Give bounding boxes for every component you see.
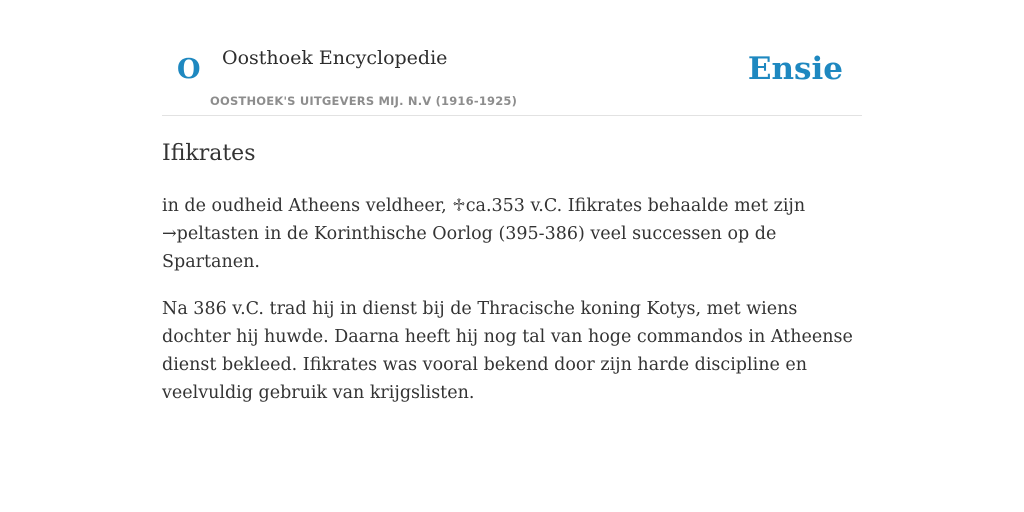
paragraph-1-text-end: in de Korinthische Oorlog (395-386) veel successen op de Spartanen. <box>162 224 777 272</box>
site-title-link[interactable]: Oosthoek Encyclopedie <box>222 47 448 69</box>
site-header <box>162 0 862 116</box>
brand-logo-link[interactable]: Ensie <box>747 51 843 87</box>
logo[interactable]: O <box>177 54 201 85</box>
site-subtitle: OOSTHOEK'S UITGEVERS MIJ. N.V (1916-1925) <box>210 94 518 108</box>
paragraph-1-text-start: in de oudheid Atheens veldheer, ♱ca.353 v.C. Ifikrates behaalde met zijn <box>162 196 806 216</box>
entry-paragraph-1 <box>162 192 862 276</box>
entry-body <box>162 192 862 426</box>
entry-title: Ifikrates <box>162 141 256 166</box>
entry-paragraph-2: Na 386 v.C. trad hij in dienst bij de Thracische koning Kotys, met wiens dochter hij huwde. Daarna heeft hij nog tal van hoge commandos in Atheense dienst bekleed. Ifikrates was vooral bekend door zijn harde discipline en veelvuldig gebruik van krijgslisten. <box>162 299 853 403</box>
page-container <box>162 0 862 512</box>
cross-reference-link[interactable]: →peltasten <box>162 224 259 244</box>
